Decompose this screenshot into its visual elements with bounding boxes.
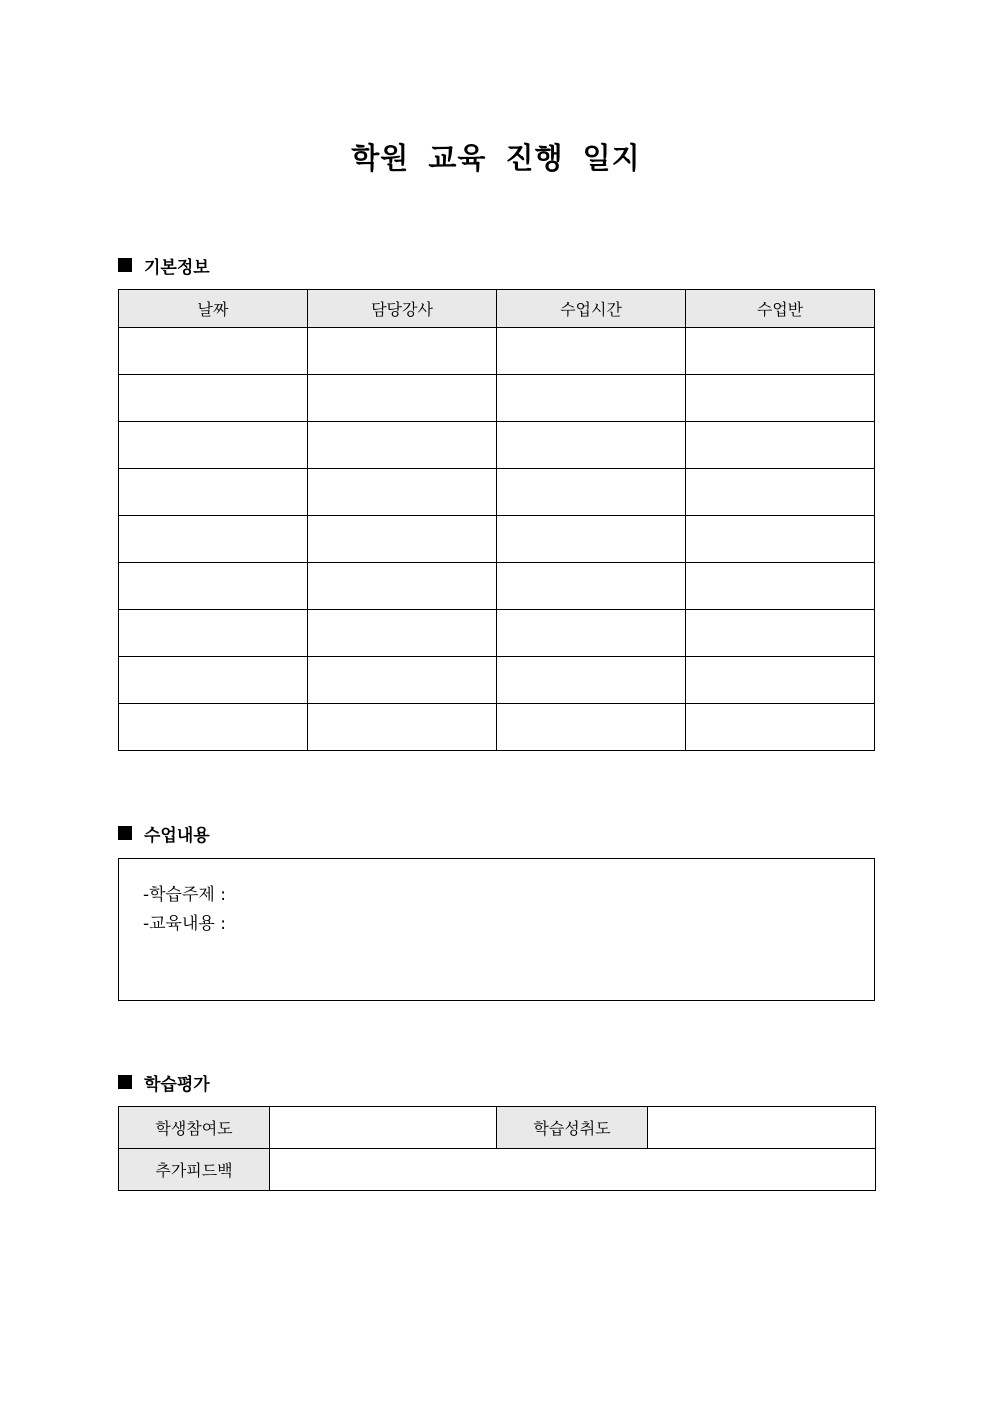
date-cell[interactable] <box>119 422 308 469</box>
table-row <box>119 610 875 657</box>
evaluation-table <box>118 1106 876 1191</box>
class-time-cell[interactable] <box>497 704 686 751</box>
table-row <box>119 1107 876 1149</box>
section-heading-label: 수업내용 <box>144 825 210 846</box>
section-heading-evaluation <box>118 1070 210 1094</box>
education-content-line: -교육내용 : <box>143 914 226 934</box>
feedback-label: 추가피드백 <box>119 1149 270 1191</box>
table-row <box>119 422 875 469</box>
instructor-cell[interactable] <box>308 422 497 469</box>
instructor-cell[interactable] <box>308 516 497 563</box>
instructor-cell[interactable] <box>308 563 497 610</box>
table-row <box>119 375 875 422</box>
class-group-cell[interactable] <box>686 469 875 516</box>
square-bullet-icon <box>118 258 132 272</box>
instructor-cell[interactable] <box>308 704 497 751</box>
date-cell[interactable] <box>119 469 308 516</box>
column-header-class-group: 수업반 <box>686 290 875 328</box>
column-header-instructor: 담당강사 <box>308 290 497 328</box>
date-cell[interactable] <box>119 657 308 704</box>
date-cell[interactable] <box>119 704 308 751</box>
participation-label: 학생참여도 <box>119 1107 270 1149</box>
date-cell[interactable] <box>119 328 308 375</box>
class-time-cell[interactable] <box>497 422 686 469</box>
achievement-value-cell[interactable] <box>648 1107 876 1149</box>
learning-topic-line: -학습주제 : <box>143 885 226 905</box>
table-row <box>119 563 875 610</box>
instructor-cell[interactable] <box>308 610 497 657</box>
class-group-cell[interactable] <box>686 422 875 469</box>
class-content-box[interactable] <box>118 858 875 1001</box>
page-title: 학원 교육 진행 일지 <box>351 141 641 175</box>
table-row <box>119 1149 876 1191</box>
date-cell[interactable] <box>119 516 308 563</box>
column-header-class-time: 수업시간 <box>497 290 686 328</box>
table-row <box>119 469 875 516</box>
section-heading-label: 기본정보 <box>144 257 210 278</box>
table-header-row <box>119 290 875 328</box>
class-group-cell[interactable] <box>686 375 875 422</box>
square-bullet-icon <box>118 1075 132 1089</box>
date-cell[interactable] <box>119 610 308 657</box>
instructor-cell[interactable] <box>308 657 497 704</box>
class-group-cell[interactable] <box>686 657 875 704</box>
class-time-cell[interactable] <box>497 657 686 704</box>
class-group-cell[interactable] <box>686 516 875 563</box>
table-row <box>119 704 875 751</box>
table-row <box>119 516 875 563</box>
instructor-cell[interactable] <box>308 375 497 422</box>
class-group-cell[interactable] <box>686 704 875 751</box>
table-row <box>119 657 875 704</box>
date-cell[interactable] <box>119 375 308 422</box>
square-bullet-icon <box>118 826 132 840</box>
class-time-cell[interactable] <box>497 469 686 516</box>
column-header-date: 날짜 <box>119 290 308 328</box>
section-heading-basic-info <box>118 253 210 277</box>
table-row <box>119 328 875 375</box>
class-time-cell[interactable] <box>497 328 686 375</box>
section-heading-class-content <box>118 821 210 845</box>
instructor-cell[interactable] <box>308 328 497 375</box>
class-time-cell[interactable] <box>497 516 686 563</box>
section-heading-label: 학습평가 <box>144 1074 210 1095</box>
date-cell[interactable] <box>119 563 308 610</box>
class-group-cell[interactable] <box>686 328 875 375</box>
class-time-cell[interactable] <box>497 375 686 422</box>
class-time-cell[interactable] <box>497 610 686 657</box>
instructor-cell[interactable] <box>308 469 497 516</box>
basic-info-table-body <box>119 328 875 751</box>
class-group-cell[interactable] <box>686 563 875 610</box>
class-time-cell[interactable] <box>497 563 686 610</box>
feedback-value-cell[interactable] <box>270 1149 876 1191</box>
participation-value-cell[interactable] <box>270 1107 497 1149</box>
basic-info-table <box>118 289 875 751</box>
class-group-cell[interactable] <box>686 610 875 657</box>
achievement-label: 학습성취도 <box>497 1107 648 1149</box>
